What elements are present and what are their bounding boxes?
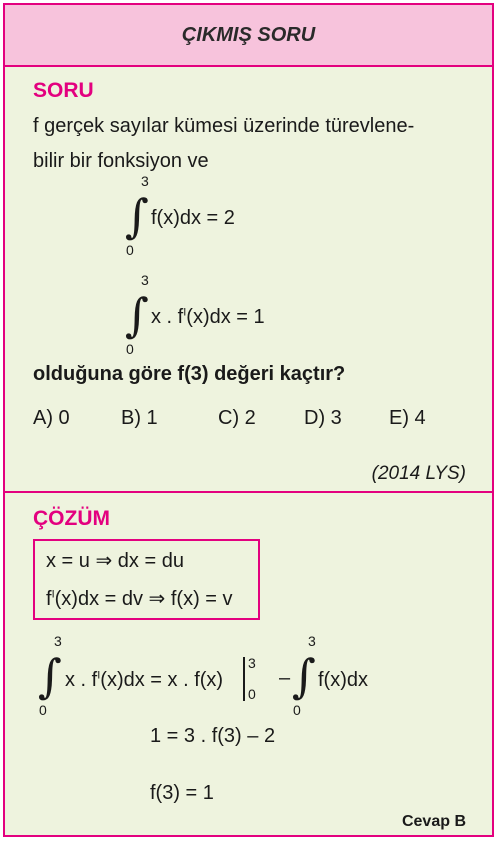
evaluation-lower: 0: [248, 686, 256, 702]
option-d: D) 3: [304, 407, 342, 429]
integral-2-expression: [151, 306, 265, 329]
substitution-box: [33, 539, 260, 620]
solution-label: ÇÖZÜM: [33, 507, 110, 530]
question-label: SORU: [33, 79, 94, 102]
minus-sign: –: [279, 667, 291, 689]
integral-sign-icon: ∫: [292, 649, 316, 703]
substitution-line-2-b: (x)dx = dv ⇒ f(x) = v: [54, 588, 233, 610]
integral-right-lower: 0: [293, 702, 301, 718]
question-line-2: bilir bir fonksiyon ve: [33, 150, 209, 172]
integral-2-upper: 3: [141, 272, 149, 288]
integral-right-upper: 3: [308, 633, 316, 649]
question-card: [3, 3, 494, 837]
option-e: E) 4: [389, 407, 426, 429]
prime-mark: I: [97, 669, 101, 682]
substitution-line-2-a: f: [46, 588, 52, 610]
substitution-line-1: x = u ⇒ dx = du: [46, 550, 184, 572]
option-b: B) 1: [121, 407, 158, 429]
integral-2-lower: 0: [126, 341, 134, 357]
question-section: [5, 67, 492, 490]
question-prompt: olduğuna göre f(3) değeri kaçtır?: [33, 363, 346, 385]
parts-equation: [65, 669, 223, 692]
evaluation-upper: 3: [248, 655, 256, 671]
parts-equation-a: x . f: [65, 669, 98, 691]
solution-step-2: f(3) = 1: [150, 782, 214, 804]
answer-label: Cevap B: [401, 813, 466, 830]
parts-equation-b: (x)dx = x . f(x): [100, 669, 224, 691]
integral-left-upper: 3: [54, 633, 62, 649]
evaluation-bar: [243, 657, 245, 701]
integral-sign-icon: ∫: [125, 189, 149, 243]
prime-mark: I: [51, 588, 55, 601]
option-c: C) 2: [218, 407, 256, 429]
prime-mark: I: [183, 306, 187, 319]
solution-step-1: 1 = 3 . f(3) – 2: [150, 725, 276, 747]
card-header: [5, 5, 492, 67]
integral-sign-icon: ∫: [38, 649, 62, 703]
integral-sign-icon: ∫: [125, 288, 149, 342]
integral-right-expression: f(x)dx: [318, 669, 368, 691]
integral-1-lower: 0: [126, 242, 134, 258]
substitution-line-2: [46, 586, 233, 611]
integral-1-upper: 3: [141, 173, 149, 189]
question-line-1: f gerçek sayılar kümesi üzerinde türevlene-: [33, 115, 415, 137]
integral-1-expression: f(x)dx = 2: [151, 207, 235, 229]
integral-2-expr-b: (x)dx = 1: [186, 306, 265, 328]
header-title: ÇIKMIŞ SORU: [181, 23, 316, 46]
option-a: A) 0: [33, 407, 70, 429]
solution-section: [5, 493, 492, 837]
question-source: (2014 LYS): [371, 463, 466, 484]
integral-2-expr-a: x . f: [151, 306, 184, 328]
integral-left-lower: 0: [39, 702, 47, 718]
